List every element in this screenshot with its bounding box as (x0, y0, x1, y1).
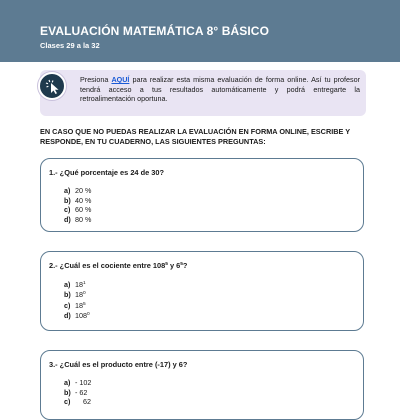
option-text: 40 % (75, 195, 92, 205)
option-exponent: 0 (83, 291, 86, 297)
title-part: ? (182, 261, 188, 270)
option-letter: c) (64, 300, 71, 310)
option-base: 18 (75, 290, 83, 300)
title-part: 2.- ¿Cuál es el cociente entre 108 (49, 261, 166, 270)
page-title: EVALUACIÓN MATEMÁTICA 8° BÁSICO (40, 24, 270, 38)
question-1-options (64, 186, 91, 224)
question-2-box (40, 251, 364, 331)
option-text: - 102 (75, 378, 92, 387)
option-b[interactable] (64, 196, 91, 206)
option-c[interactable] (64, 301, 90, 311)
question-3-box (40, 350, 364, 420)
option-d[interactable] (64, 215, 91, 225)
option-a[interactable] (64, 280, 90, 290)
online-evaluation-link[interactable]: AQUÍ (111, 75, 130, 84)
cursor-click-icon[interactable] (38, 72, 66, 100)
option-letter: a) (64, 186, 71, 195)
option-text: 20 % (75, 186, 92, 195)
option-d[interactable] (64, 311, 90, 321)
exponent: 5 (165, 262, 168, 267)
notice-post: para realizar esta misma evaluación de forma online. Así tu profesor tendrá acceso a tus resultados automáticamente y podrá entregarte la retroalimentación oportuna. (80, 75, 360, 104)
option-letter: d) (64, 214, 71, 224)
option-text: 62 (83, 397, 91, 407)
question-3-title: 3.- ¿Cuál es el producto entre (-17) y 6? (49, 360, 188, 369)
option-b[interactable] (64, 388, 91, 398)
exponent: 5 (180, 262, 183, 267)
header-bar (0, 0, 400, 62)
option-text: - 62 (75, 387, 88, 397)
option-text: 60 % (75, 205, 92, 215)
option-exponent: 5 (83, 301, 86, 307)
option-c[interactable] (64, 205, 91, 215)
question-1-box (40, 158, 364, 232)
notice-pre: Presiona (80, 75, 112, 84)
option-letter: a) (64, 280, 71, 289)
instructions: EN CASO QUE NO PUEDAS REALIZAR LA EVALUACIÓN EN FORMA ONLINE, ESCRIBE Y RESPONDE, EN TU CUADERNO, LAS SIGUIENTES PREGUNTAS: (40, 127, 351, 146)
option-letter: c) (64, 205, 71, 215)
option-exponent: 1 (83, 281, 86, 286)
option-c[interactable] (64, 397, 91, 407)
page-subtitle: Clases 29 a la 32 (40, 41, 100, 50)
option-letter: c) (64, 397, 71, 407)
option-a[interactable] (64, 186, 91, 196)
title-part: y 6 (167, 261, 181, 270)
option-b[interactable] (64, 290, 90, 300)
question-3-options (64, 378, 91, 407)
option-letter: b) (64, 290, 71, 300)
question-2-title (49, 261, 187, 270)
option-a[interactable] (64, 378, 91, 388)
option-text: 80 % (75, 214, 92, 224)
option-base: 18 (75, 280, 83, 289)
option-base: 18 (75, 300, 83, 310)
option-letter: b) (64, 195, 71, 205)
option-exponent: 0 (87, 311, 90, 317)
option-letter: d) (64, 310, 71, 320)
question-2-options (64, 280, 90, 321)
online-notice-text (80, 75, 360, 104)
question-1-title: 1.- ¿Qué porcentaje es 24 de 30? (49, 168, 165, 177)
option-letter: b) (64, 387, 71, 397)
option-base: 108 (75, 310, 87, 320)
option-letter: a) (64, 378, 71, 387)
